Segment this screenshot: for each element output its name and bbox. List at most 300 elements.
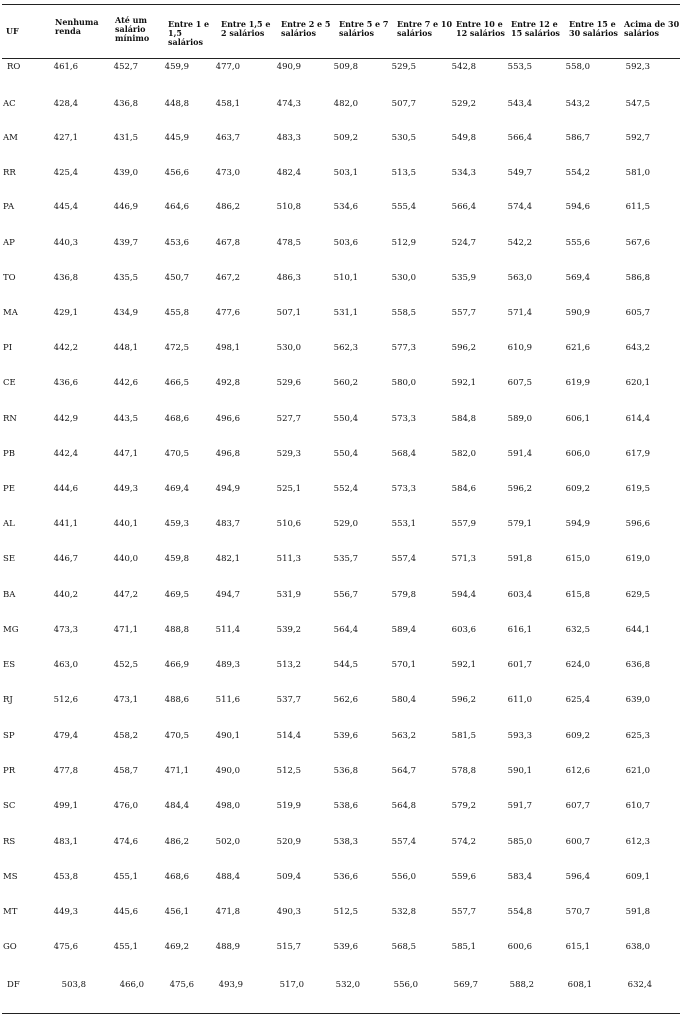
table-cell: 519,9 (276, 801, 301, 811)
table-cell: 547,5 (625, 99, 650, 109)
table-cell: 490,0 (215, 766, 240, 776)
table-cell: 512,9 (391, 238, 416, 248)
table-cell: 425,4 (53, 168, 78, 178)
table-cell: 559,6 (451, 872, 476, 882)
table-cell: 612,6 (565, 766, 590, 776)
table-cell: 447,1 (113, 449, 138, 459)
table-cell: 553,1 (391, 519, 416, 529)
table-cell: 574,4 (507, 202, 532, 212)
table-cell: 428,4 (53, 99, 78, 109)
row-uf-label: GO (3, 942, 17, 952)
table-cell: 514,4 (276, 731, 301, 741)
table-top-rule (2, 4, 680, 5)
table-cell: 611,5 (625, 202, 650, 212)
table-cell: 557,4 (391, 554, 416, 564)
table-cell: 543,4 (507, 99, 532, 109)
row-uf-label: PA (3, 202, 15, 212)
table-cell: 568,4 (391, 449, 416, 459)
row-uf-label: MS (3, 872, 18, 882)
table-cell: 605,7 (625, 308, 650, 318)
table-cell: 562,3 (333, 343, 358, 353)
table-cell: 448,8 (164, 99, 189, 109)
table-cell: 498,0 (215, 801, 240, 811)
table-cell: 496,8 (215, 449, 240, 459)
table-cell: 588,2 (509, 980, 534, 990)
row-uf-label: CE (3, 378, 16, 388)
table-cell: 507,1 (276, 308, 301, 318)
table-cell: 509,2 (333, 133, 358, 143)
table-cell: 596,6 (625, 519, 650, 529)
table-cell: 459,9 (164, 62, 189, 72)
table-cell: 482,4 (276, 168, 301, 178)
table-cell: 532,8 (391, 907, 416, 917)
table-cell: 607,7 (565, 801, 590, 811)
table-cell: 557,7 (451, 907, 476, 917)
table-cell: 582,0 (451, 449, 476, 459)
table-cell: 591,8 (507, 554, 532, 564)
table-cell: 494,9 (215, 484, 240, 494)
table-cell: 574,2 (451, 837, 476, 847)
table-cell: 558,0 (565, 62, 590, 72)
table-cell: 566,4 (507, 133, 532, 143)
table-cell: 488,6 (164, 695, 189, 705)
table-cell: 474,3 (276, 99, 301, 109)
table-cell: 490,1 (215, 731, 240, 741)
table-cell: 452,7 (113, 62, 138, 72)
column-header: Entre 2 e 5 salários (281, 19, 331, 38)
table-cell: 442,6 (113, 378, 138, 388)
table-cell: 492,8 (215, 378, 240, 388)
table-cell: 554,2 (565, 168, 590, 178)
table-cell: 498,1 (215, 343, 240, 353)
row-uf-label: AM (3, 133, 18, 143)
table-cell: 486,2 (164, 837, 189, 847)
table-cell: 490,9 (276, 62, 301, 72)
table-cell: 475,6 (169, 980, 194, 990)
row-uf-label: ES (3, 660, 16, 670)
table-cell: 471,1 (113, 625, 138, 635)
table-cell: 639,0 (625, 695, 650, 705)
table-cell: 586,7 (565, 133, 590, 143)
row-uf-label: MG (3, 625, 19, 635)
table-cell: 552,4 (333, 484, 358, 494)
table-cell: 445,4 (53, 202, 78, 212)
row-uf-label: TO (3, 273, 16, 283)
table-cell: 581,0 (625, 168, 650, 178)
table-cell: 610,9 (507, 343, 532, 353)
table-cell: 615,8 (565, 590, 590, 600)
table-cell: 464,6 (164, 202, 189, 212)
table-cell: 539,6 (333, 731, 358, 741)
table-cell: 557,9 (451, 519, 476, 529)
table-cell: 532,0 (335, 980, 360, 990)
table-cell: 593,3 (507, 731, 532, 741)
table-cell: 611,0 (507, 695, 532, 705)
table-cell: 431,5 (113, 133, 138, 143)
table-cell: 524,7 (451, 238, 476, 248)
table-cell: 441,1 (53, 519, 78, 529)
table-cell: 494,7 (215, 590, 240, 600)
column-header: Entre 12 e 15 salários (511, 19, 560, 38)
row-uf-label: AP (3, 238, 15, 248)
table-cell: 601,7 (507, 660, 532, 670)
table-cell: 579,8 (391, 590, 416, 600)
table-cell: 632,5 (565, 625, 590, 635)
table-cell: 503,6 (333, 238, 358, 248)
table-cell: 439,0 (113, 168, 138, 178)
table-cell: 600,6 (507, 942, 532, 952)
table-cell: 553,5 (507, 62, 532, 72)
table-cell: 488,8 (164, 625, 189, 635)
table-cell: 571,4 (507, 308, 532, 318)
table-cell: 603,6 (451, 625, 476, 635)
table-cell: 453,6 (164, 238, 189, 248)
table-cell: 614,4 (625, 414, 650, 424)
table-cell: 581,5 (451, 731, 476, 741)
table-cell: 473,0 (215, 168, 240, 178)
table-cell: 584,6 (451, 484, 476, 494)
table-cell: 449,3 (113, 484, 138, 494)
table-cell: 515,7 (276, 942, 301, 952)
table-cell: 469,4 (164, 484, 189, 494)
table-cell: 447,2 (113, 590, 138, 600)
table-cell: 529,0 (333, 519, 358, 529)
table-cell: 513,2 (276, 660, 301, 670)
table-cell: 512,5 (276, 766, 301, 776)
table-cell: 584,8 (451, 414, 476, 424)
table-cell: 632,4 (627, 980, 652, 990)
table-cell: 539,2 (276, 625, 301, 635)
table-cell: 529,3 (276, 449, 301, 459)
table-cell: 511,3 (276, 554, 301, 564)
table-cell: 443,5 (113, 414, 138, 424)
table-cell: 556,7 (333, 590, 358, 600)
table-cell: 470,5 (164, 731, 189, 741)
table-cell: 461,6 (53, 62, 78, 72)
table-cell: 534,3 (451, 168, 476, 178)
table-cell: 466,0 (119, 980, 144, 990)
table-cell: 542,8 (451, 62, 476, 72)
table-cell: 570,7 (565, 907, 590, 917)
table-cell: 486,3 (276, 273, 301, 283)
table-cell: 513,5 (391, 168, 416, 178)
table-cell: 489,3 (215, 660, 240, 670)
table-cell: 468,6 (164, 414, 189, 424)
table-cell: 459,8 (164, 554, 189, 564)
column-header: Entre 15 e 30 salários (569, 19, 618, 38)
table-cell: 440,3 (53, 238, 78, 248)
table-cell: 512,5 (333, 907, 358, 917)
table-cell: 564,8 (391, 801, 416, 811)
table-cell: 607,5 (507, 378, 532, 388)
table-cell: 557,7 (451, 308, 476, 318)
row-uf-label: DF (7, 980, 20, 990)
table-cell: 529,2 (451, 99, 476, 109)
table-cell: 472,5 (164, 343, 189, 353)
table-cell: 529,5 (391, 62, 416, 72)
table-cell: 629,5 (625, 590, 650, 600)
row-uf-label: SE (3, 554, 16, 564)
table-cell: 543,2 (565, 99, 590, 109)
table-cell: 452,5 (113, 660, 138, 670)
table-cell: 535,7 (333, 554, 358, 564)
table-cell: 592,1 (451, 378, 476, 388)
table-cell: 493,9 (218, 980, 243, 990)
column-header: Entre 10 e 12 salários (456, 19, 505, 38)
table-cell: 569,4 (565, 273, 590, 283)
row-uf-label: PR (3, 766, 16, 776)
table-cell: 463,7 (215, 133, 240, 143)
table-cell: 556,0 (393, 980, 418, 990)
column-header: Nenhuma renda (55, 17, 99, 36)
table-cell: 503,8 (61, 980, 86, 990)
table-cell: 510,1 (333, 273, 358, 283)
table-cell: 557,4 (391, 837, 416, 847)
column-header: Até um salário mínimo (115, 15, 150, 43)
table-cell: 536,8 (333, 766, 358, 776)
table-cell: 596,2 (507, 484, 532, 494)
table-cell: 577,3 (391, 343, 416, 353)
table-cell: 624,0 (565, 660, 590, 670)
table-cell: 617,9 (625, 449, 650, 459)
table-cell: 570,1 (391, 660, 416, 670)
row-uf-label: PB (3, 449, 15, 459)
table-cell: 550,4 (333, 414, 358, 424)
table-cell: 555,6 (565, 238, 590, 248)
table-cell: 610,7 (625, 801, 650, 811)
table-cell: 544,5 (333, 660, 358, 670)
table-cell: 619,9 (565, 378, 590, 388)
table-cell: 467,2 (215, 273, 240, 283)
table-cell: 442,4 (53, 449, 78, 459)
column-header: Acima de 30 salários (624, 19, 680, 38)
table-cell: 458,2 (113, 731, 138, 741)
table-cell: 563,0 (507, 273, 532, 283)
table-cell: 442,2 (53, 343, 78, 353)
table-cell: 592,3 (625, 62, 650, 72)
table-cell: 535,9 (451, 273, 476, 283)
table-cell: 434,9 (113, 308, 138, 318)
table-cell: 530,0 (276, 343, 301, 353)
table-cell: 482,0 (333, 99, 358, 109)
table-cell: 436,6 (53, 378, 78, 388)
table-cell: 449,3 (53, 907, 78, 917)
table-cell: 563,2 (391, 731, 416, 741)
table-cell: 554,8 (507, 907, 532, 917)
table-cell: 455,1 (113, 872, 138, 882)
table-cell: 586,8 (625, 273, 650, 283)
row-uf-label: RJ (3, 695, 13, 705)
table-cell: 471,1 (164, 766, 189, 776)
table-cell: 440,2 (53, 590, 78, 600)
table-cell: 442,9 (53, 414, 78, 424)
table-cell: 436,8 (113, 99, 138, 109)
table-cell: 568,5 (391, 942, 416, 952)
table-cell: 477,0 (215, 62, 240, 72)
table-cell: 594,4 (451, 590, 476, 600)
column-header: Entre 1 e 1,5 salários (168, 19, 210, 47)
column-header: Entre 7 e 10 salários (397, 19, 453, 38)
table-cell: 512,6 (53, 695, 78, 705)
table-cell: 596,2 (451, 343, 476, 353)
table-cell: 466,5 (164, 378, 189, 388)
table-cell: 511,4 (215, 625, 240, 635)
table-cell: 473,1 (113, 695, 138, 705)
table-cell: 488,4 (215, 872, 240, 882)
table-cell: 571,3 (451, 554, 476, 564)
table-cell: 579,1 (507, 519, 532, 529)
table-cell: 525,1 (276, 484, 301, 494)
table-cell: 538,6 (333, 801, 358, 811)
table-cell: 619,5 (625, 484, 650, 494)
table-cell: 467,8 (215, 238, 240, 248)
table-cell: 502,0 (215, 837, 240, 847)
table-cell: 440,0 (113, 554, 138, 564)
table-cell: 591,8 (625, 907, 650, 917)
row-uf-label: BA (3, 590, 16, 600)
table-cell: 567,6 (625, 238, 650, 248)
row-uf-label: PE (3, 484, 15, 494)
table-cell: 499,1 (53, 801, 78, 811)
table-cell: 560,2 (333, 378, 358, 388)
table-cell: 458,1 (215, 99, 240, 109)
table-cell: 534,6 (333, 202, 358, 212)
table-cell: 638,0 (625, 942, 650, 952)
table-cell: 527,7 (276, 414, 301, 424)
table-cell: 564,4 (333, 625, 358, 635)
table-cell: 590,9 (565, 308, 590, 318)
table-cell: 509,8 (333, 62, 358, 72)
table-cell: 620,1 (625, 378, 650, 388)
table-cell: 456,1 (164, 907, 189, 917)
table-cell: 496,6 (215, 414, 240, 424)
table-cell: 436,8 (53, 273, 78, 283)
table-cell: 594,9 (565, 519, 590, 529)
table-cell: 562,6 (333, 695, 358, 705)
table-cell: 578,8 (451, 766, 476, 776)
table-cell: 529,6 (276, 378, 301, 388)
table-cell: 445,9 (164, 133, 189, 143)
table-cell: 589,4 (391, 625, 416, 635)
table-cell: 569,7 (453, 980, 478, 990)
table-cell: 517,0 (279, 980, 304, 990)
table-cell: 591,7 (507, 801, 532, 811)
table-cell: 483,1 (53, 837, 78, 847)
table-cell: 473,3 (53, 625, 78, 635)
row-uf-label: SC (3, 801, 16, 811)
table-cell: 592,1 (451, 660, 476, 670)
table-cell: 589,0 (507, 414, 532, 424)
table-cell: 471,8 (215, 907, 240, 917)
table-cell: 510,8 (276, 202, 301, 212)
table-cell: 573,3 (391, 484, 416, 494)
table-cell: 445,6 (113, 907, 138, 917)
table-cell: 530,5 (391, 133, 416, 143)
row-uf-label: AC (3, 99, 16, 109)
row-uf-label: RS (3, 837, 16, 847)
table-cell: 621,0 (625, 766, 650, 776)
table-cell: 542,2 (507, 238, 532, 248)
table-cell: 636,8 (625, 660, 650, 670)
table-cell: 538,3 (333, 837, 358, 847)
table-cell: 616,1 (507, 625, 532, 635)
table-cell: 590,1 (507, 766, 532, 776)
table-cell: 490,3 (276, 907, 301, 917)
table-cell: 583,4 (507, 872, 532, 882)
table-cell: 483,7 (215, 519, 240, 529)
table-cell: 531,9 (276, 590, 301, 600)
table-cell: 609,1 (625, 872, 650, 882)
table-cell: 566,4 (451, 202, 476, 212)
table-cell: 536,6 (333, 872, 358, 882)
table-cell: 455,8 (164, 308, 189, 318)
row-uf-label: RO (7, 62, 21, 72)
table-cell: 600,7 (565, 837, 590, 847)
table-cell: 444,6 (53, 484, 78, 494)
header-bottom-rule (2, 58, 680, 59)
table-cell: 477,6 (215, 308, 240, 318)
column-header: Entre 1,5 e 2 salários (221, 19, 271, 38)
table-cell: 555,4 (391, 202, 416, 212)
table-cell: 479,4 (53, 731, 78, 741)
table-cell: 520,9 (276, 837, 301, 847)
table-cell: 608,1 (567, 980, 592, 990)
table-cell: 612,3 (625, 837, 650, 847)
table-cell: 488,9 (215, 942, 240, 952)
table-cell: 484,4 (164, 801, 189, 811)
table-cell: 580,4 (391, 695, 416, 705)
table-cell: 466,9 (164, 660, 189, 670)
table-cell: 606,0 (565, 449, 590, 459)
table-cell: 474,6 (113, 837, 138, 847)
table-cell: 446,7 (53, 554, 78, 564)
table-cell: 453,8 (53, 872, 78, 882)
row-uf-label: RN (3, 414, 17, 424)
table-cell: 556,0 (391, 872, 416, 882)
table-cell: 615,1 (565, 942, 590, 952)
table-cell: 579,2 (451, 801, 476, 811)
column-header: Entre 5 e 7 salários (339, 19, 389, 38)
table-cell: 510,6 (276, 519, 301, 529)
table-cell: 615,0 (565, 554, 590, 564)
table-cell: 477,8 (53, 766, 78, 776)
table-cell: 476,0 (113, 801, 138, 811)
table-cell: 440,1 (113, 519, 138, 529)
table-cell: 509,4 (276, 872, 301, 882)
table-cell: 596,2 (451, 695, 476, 705)
table-cell: 450,7 (164, 273, 189, 283)
table-cell: 439,7 (113, 238, 138, 248)
table-cell: 511,6 (215, 695, 240, 705)
table-cell: 596,4 (565, 872, 590, 882)
table-cell: 609,2 (565, 484, 590, 494)
table-cell: 446,9 (113, 202, 138, 212)
table-cell: 503,1 (333, 168, 358, 178)
table-cell: 644,1 (625, 625, 650, 635)
table-cell: 592,7 (625, 133, 650, 143)
table-cell: 463,0 (53, 660, 78, 670)
table-cell: 456,6 (164, 168, 189, 178)
table-cell: 558,5 (391, 308, 416, 318)
table-cell: 609,2 (565, 731, 590, 741)
row-uf-label: AL (3, 519, 15, 529)
table-cell: 448,1 (113, 343, 138, 353)
table-cell: 458,7 (113, 766, 138, 776)
row-uf-label: MT (3, 907, 18, 917)
table-cell: 455,1 (113, 942, 138, 952)
table-cell: 427,1 (53, 133, 78, 143)
table-cell: 482,1 (215, 554, 240, 564)
